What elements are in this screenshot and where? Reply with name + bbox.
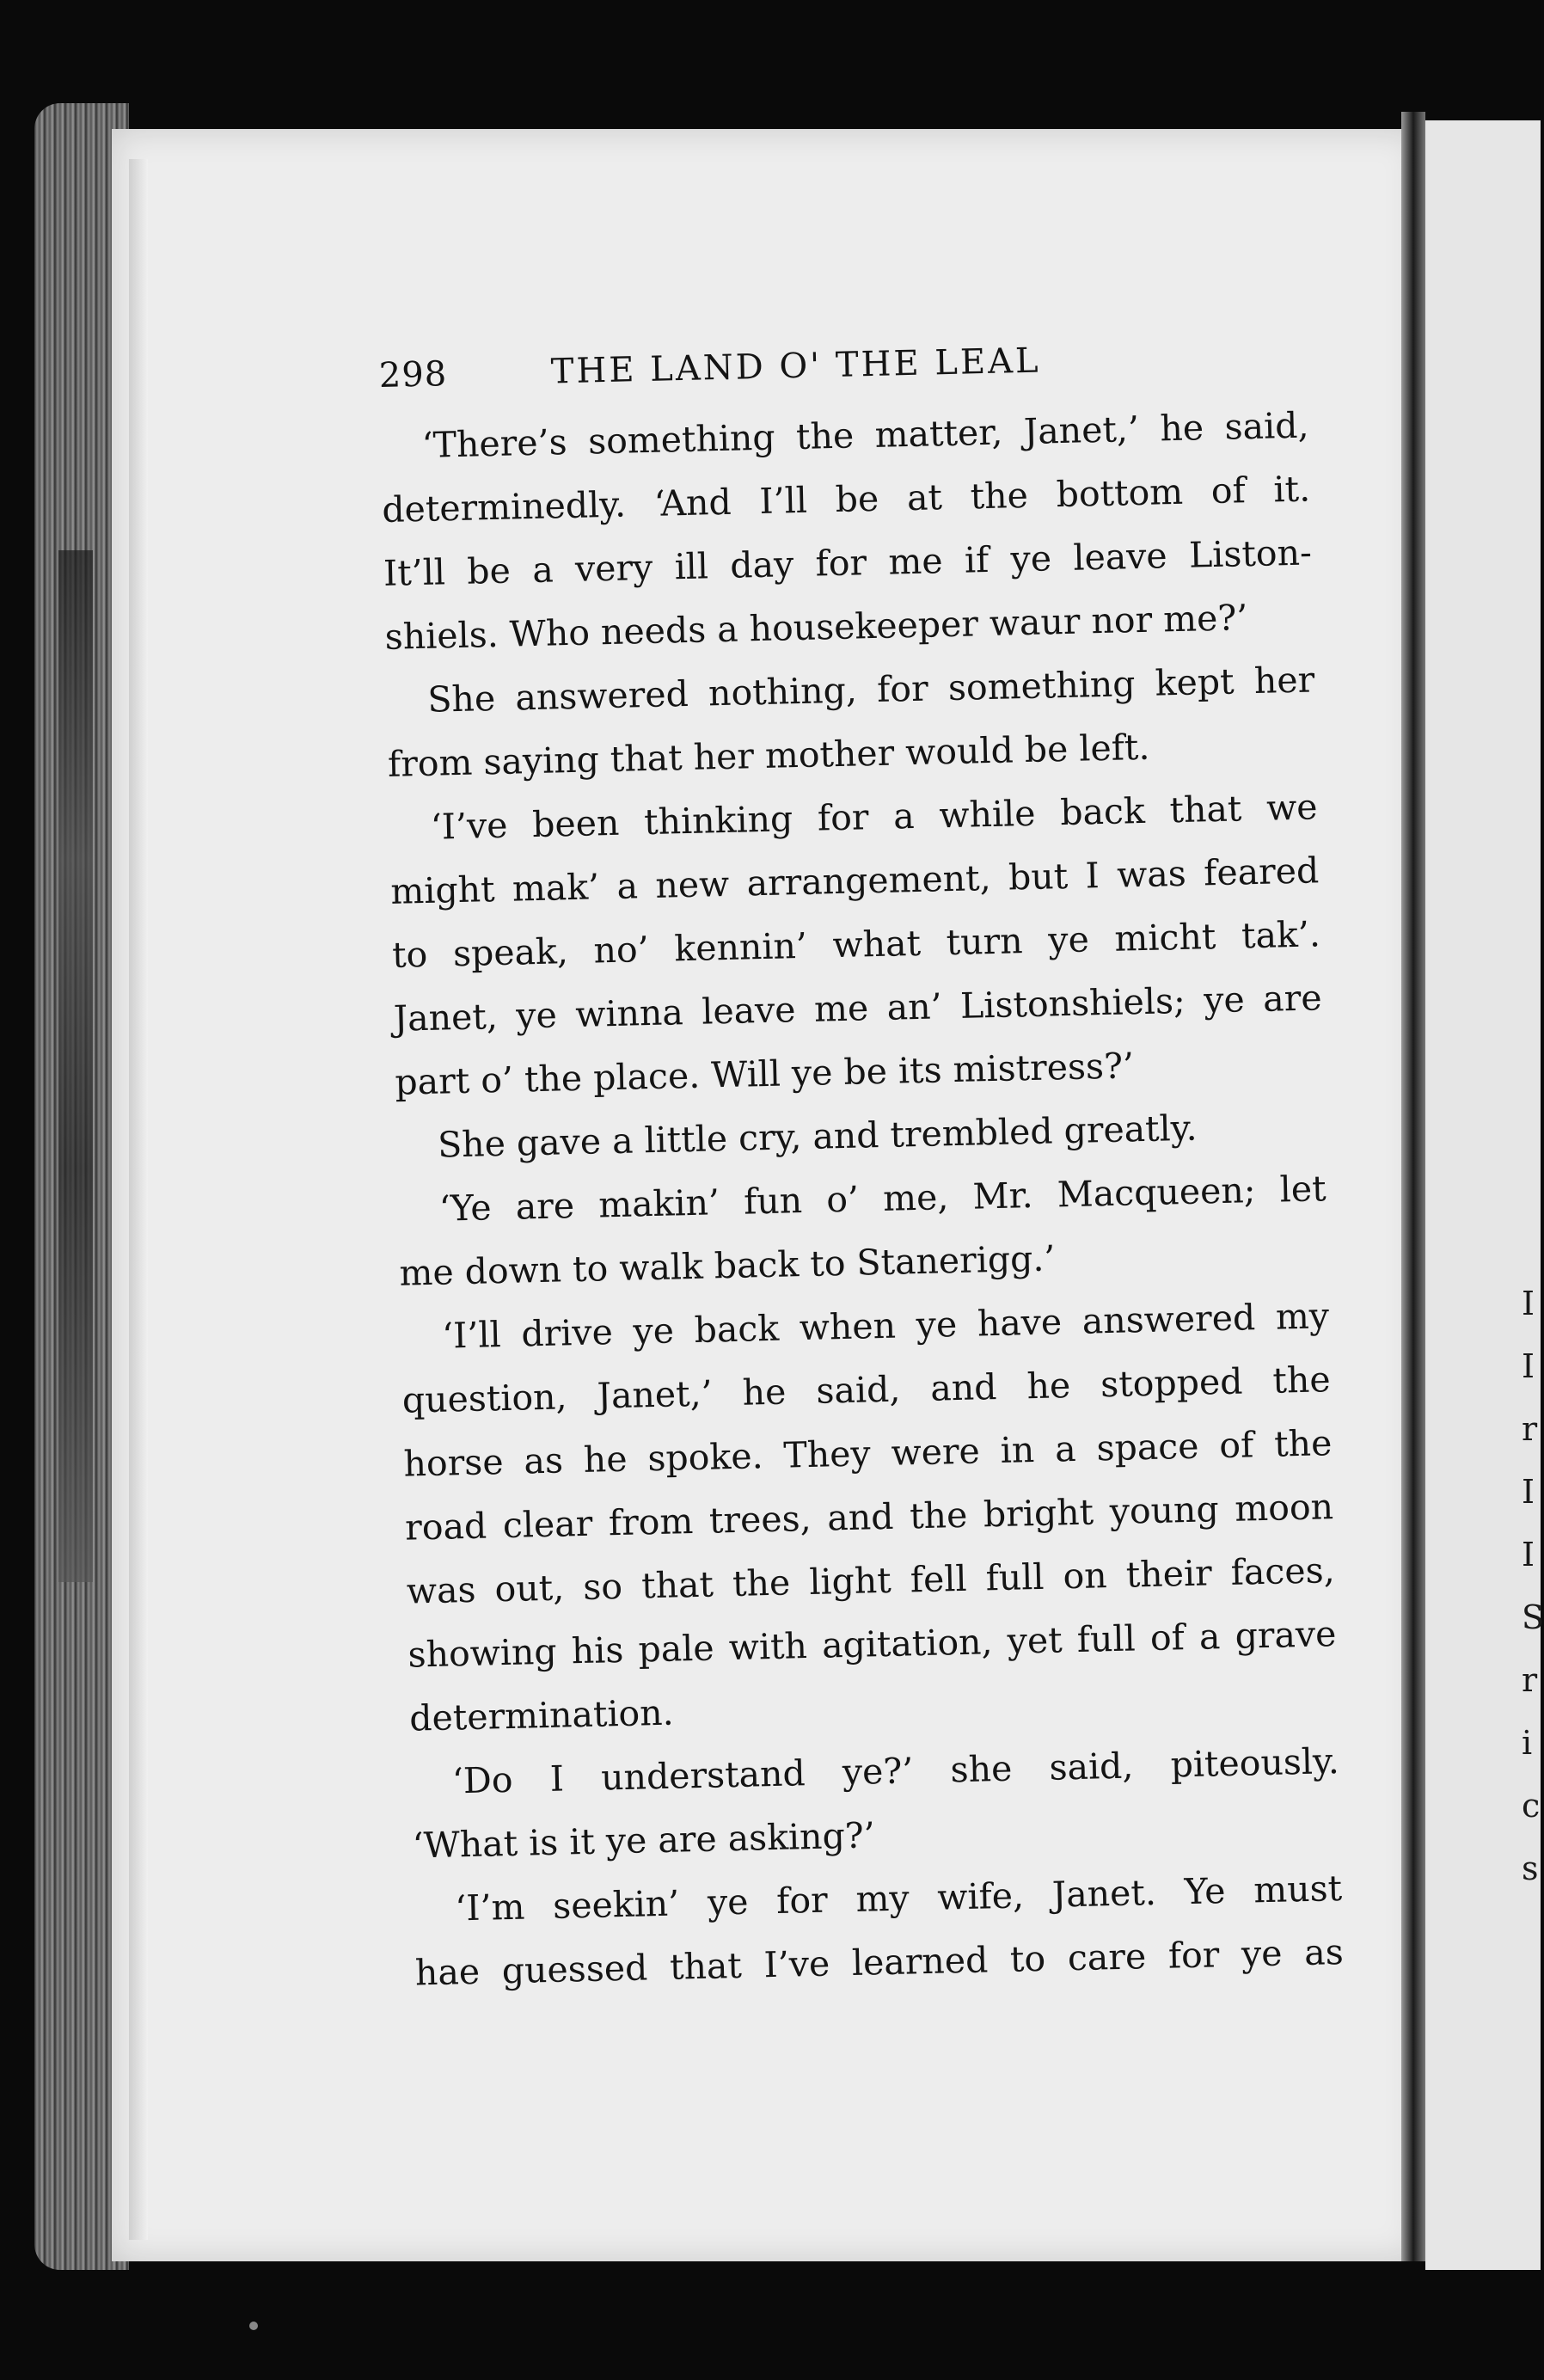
text-line: ‘There’s something the matter, Janet,’ he said, xyxy=(421,404,1309,466)
text-line: ‘Do I understand ye?’ she said, piteously. xyxy=(451,1740,1340,1802)
gutter xyxy=(1401,112,1425,2261)
facing-page xyxy=(1425,120,1544,2270)
text-line: might mak’ a new arrangement, but I was feared xyxy=(389,850,1320,912)
spine xyxy=(58,550,93,1582)
text-line: Janet, ye winna leave me an’ Listonshiels; ye are xyxy=(393,977,1323,1040)
page-number: 298 xyxy=(378,354,448,396)
facing-letter: I xyxy=(1522,1347,1535,1385)
facing-letter: r xyxy=(1522,1661,1538,1699)
text-line: shiels. Who needs a housekeeper waur nor me?’ xyxy=(384,597,1248,658)
text-line: hae guessed that I’ve learned to care for ye as xyxy=(414,1931,1345,1994)
paragraph xyxy=(380,393,1314,668)
body-text xyxy=(380,393,1345,2004)
paragraph xyxy=(413,1856,1344,2004)
text-line: determinedly. ‘And I’ll be at the bottom of it. xyxy=(381,468,1311,531)
facing-letter: r xyxy=(1522,1410,1538,1448)
text-line: part o’ the place. Will ye be its mistress?’ xyxy=(394,1045,1135,1103)
facing-letter: S xyxy=(1522,1598,1544,1636)
text-line: was out, so that the light fell full on their faces, xyxy=(406,1549,1336,1612)
smudge xyxy=(249,2322,258,2330)
running-head: THE LAND O' THE LEAL xyxy=(550,340,1042,392)
paragraph xyxy=(400,1284,1338,1750)
page-text xyxy=(378,322,1345,2004)
text-line: from saying that her mother would be left. xyxy=(387,726,1150,785)
facing-letter: I xyxy=(1522,1285,1535,1322)
text-line: ‘I’ll drive ye back when ye have answered my xyxy=(441,1295,1330,1357)
text-line: to speak, no’ kennin’ what turn ye micht tak’. xyxy=(391,913,1321,976)
text-line: ‘Ye are makin’ fun o’ me, Mr. Macqueen; let xyxy=(438,1168,1327,1230)
paragraph xyxy=(410,1729,1341,1877)
facing-letter: I xyxy=(1522,1473,1535,1511)
facing-letter: c xyxy=(1522,1787,1541,1825)
text-line: ‘I’m seekin’ ye for my wife, Janet. Ye must xyxy=(454,1868,1343,1929)
text-line: ‘What is it ye are asking?’ xyxy=(412,1814,876,1867)
text-line: question, Janet,’ he said, and he stopped the xyxy=(401,1359,1332,1421)
text-line: It’ll be a very ill day for me if ye leave Liston- xyxy=(383,531,1313,594)
text-line: horse as he spoke. They were in a space of the xyxy=(403,1422,1333,1485)
facing-letter: s xyxy=(1522,1849,1539,1887)
paragraph xyxy=(386,647,1317,795)
facing-page-text xyxy=(1522,1273,1544,1900)
text-line: showing his pale with agitation, yet full of a grave xyxy=(407,1613,1337,1676)
text-line: me down to walk back to Stanerigg.’ xyxy=(398,1237,1056,1294)
facing-letter: I xyxy=(1522,1536,1535,1573)
text-line: ‘I’ve been thinking for a while back that we xyxy=(430,786,1319,848)
paragraph xyxy=(389,775,1324,1113)
paragraph xyxy=(397,1156,1328,1304)
text-line: She answered nothing, for something kept her xyxy=(426,659,1315,721)
text-line: road clear from trees, and the bright young moon xyxy=(404,1486,1334,1549)
facing-letter: i xyxy=(1522,1724,1533,1762)
text-line: She gave a little cry, and trembled greatly. xyxy=(437,1107,1198,1166)
page-inner-edge xyxy=(129,159,148,2240)
text-line: determination. xyxy=(408,1691,675,1739)
